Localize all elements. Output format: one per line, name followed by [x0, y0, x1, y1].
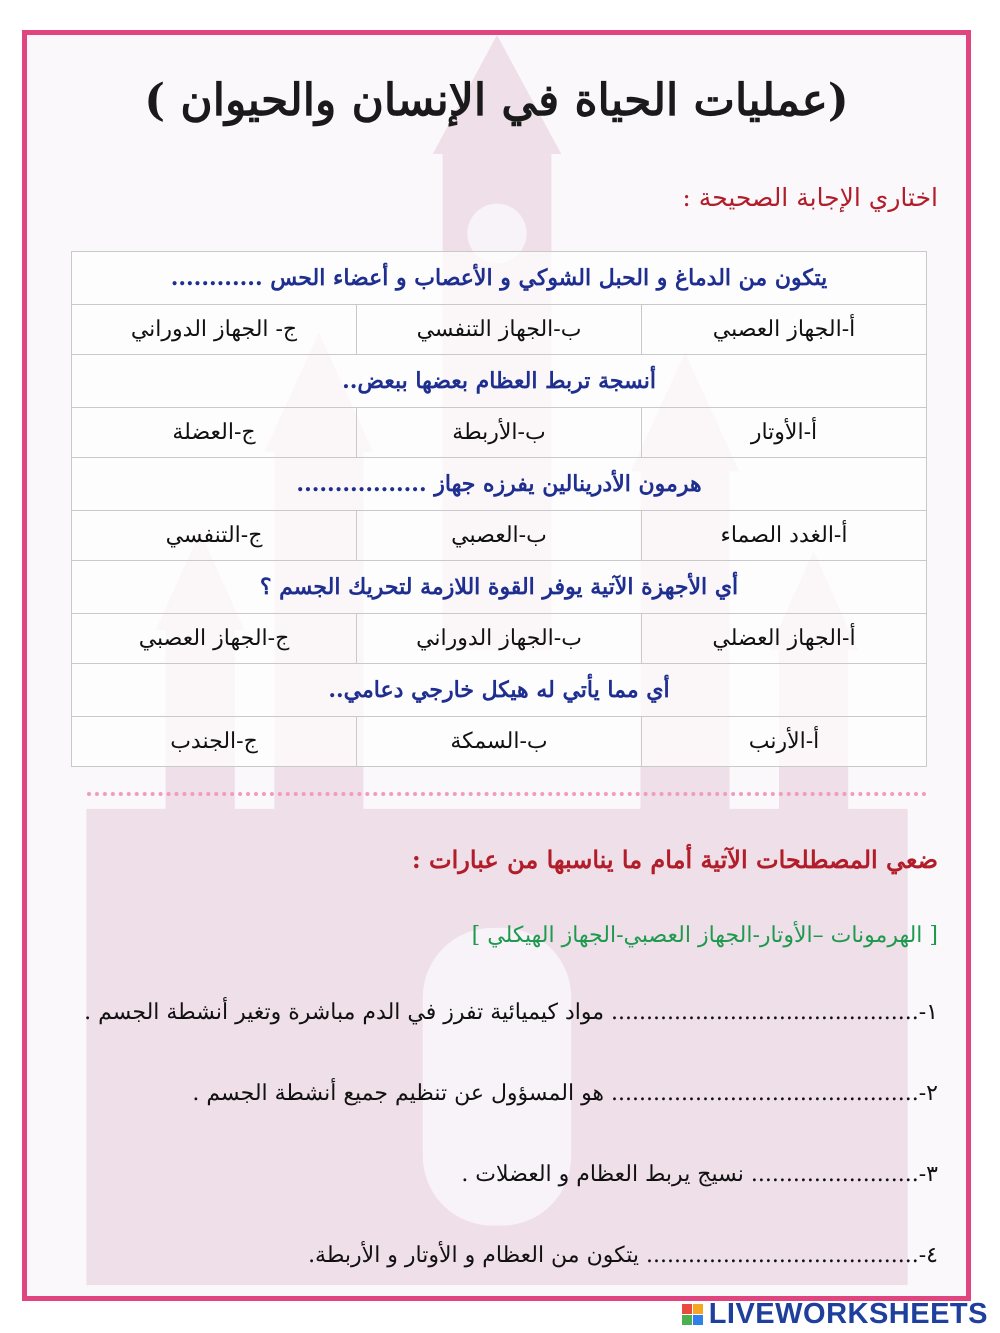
question-row — [72, 561, 927, 614]
option-c[interactable]: ج-التنفسي — [72, 511, 357, 561]
option-a[interactable]: أ-الجهاز العضلي — [642, 614, 927, 664]
option-c[interactable]: ج-الجندب — [72, 717, 357, 767]
option-a[interactable]: أ-الأرنب — [642, 717, 927, 767]
fill-blank-statement[interactable]: ٤-....................................... يتكون من العظام و الأوتار و الأربطة. — [308, 1243, 938, 1268]
question-text: أي مما يأتي له هيكل خارجي دعامي.. — [72, 664, 927, 717]
option-a[interactable]: أ-الأوتار — [642, 408, 927, 458]
fill-blank-statement[interactable]: ١-............................................ مواد كيميائية تفرز في الدم مباشرة وتغير أنشطة الجسم . — [84, 1000, 938, 1025]
fill-blank-statement[interactable]: ٣-........................ نسيج يربط العظام و العضلات . — [461, 1162, 938, 1187]
question-row — [72, 458, 927, 511]
options-row — [72, 408, 927, 458]
options-row — [72, 614, 927, 664]
terms-bank: [ الهرمونات –الأوتار-الجهاز العصبي-الجهاز الهيكلي ] — [471, 923, 938, 948]
question-text: هرمون الأدرينالين يفرزه جهاز ................. — [72, 458, 927, 511]
question-row — [72, 252, 927, 305]
option-c[interactable]: ج-الجهاز العصبي — [72, 614, 357, 664]
option-b[interactable]: ب-الجهاز التنفسي — [357, 305, 642, 355]
fill-blank-statement[interactable]: ٢-............................................ هو المسؤول عن تنظيم جميع أنشطة الجسم . — [192, 1081, 938, 1106]
option-b[interactable]: ب-الجهاز الدوراني — [357, 614, 642, 664]
liveworksheets-logo-icon — [682, 1304, 703, 1325]
question-row — [72, 664, 927, 717]
instruction-heading: اختاري الإجابة الصحيحة : — [682, 183, 938, 212]
option-c[interactable]: ج-العضلة — [72, 408, 357, 458]
matching-heading: ضعي المصطلحات الآتية أمام ما يناسبها من عبارات : — [411, 845, 938, 874]
liveworksheets-watermark — [682, 1298, 988, 1331]
question-row — [72, 355, 927, 408]
option-a[interactable]: أ-الجهاز العصبي — [642, 305, 927, 355]
option-c[interactable]: ج- الجهاز الدوراني — [72, 305, 357, 355]
question-text: يتكون من الدماغ و الحبل الشوكي و الأعصاب و أعضاء الحس ............ — [72, 252, 927, 305]
question-text: أنسجة تربط العظام بعضها ببعض.. — [72, 355, 927, 408]
option-b[interactable]: ب-العصبي — [357, 511, 642, 561]
multiple-choice-table — [71, 251, 927, 767]
worksheet-title: (عمليات الحياة في الإنسان والحيوان ) — [144, 75, 849, 126]
watermark-text: LIVEWORKSHEETS — [708, 1298, 988, 1330]
options-row — [72, 305, 927, 355]
option-b[interactable]: ب-الأربطة — [357, 408, 642, 458]
dotted-divider — [87, 792, 927, 796]
question-text: أي الأجهزة الآتية يوفر القوة اللازمة لتحريك الجسم ؟ — [72, 561, 927, 614]
option-b[interactable]: ب-السمكة — [357, 717, 642, 767]
worksheet-frame — [22, 30, 971, 1301]
options-row — [72, 717, 927, 767]
options-row — [72, 511, 927, 561]
option-a[interactable]: أ-الغدد الصماء — [642, 511, 927, 561]
